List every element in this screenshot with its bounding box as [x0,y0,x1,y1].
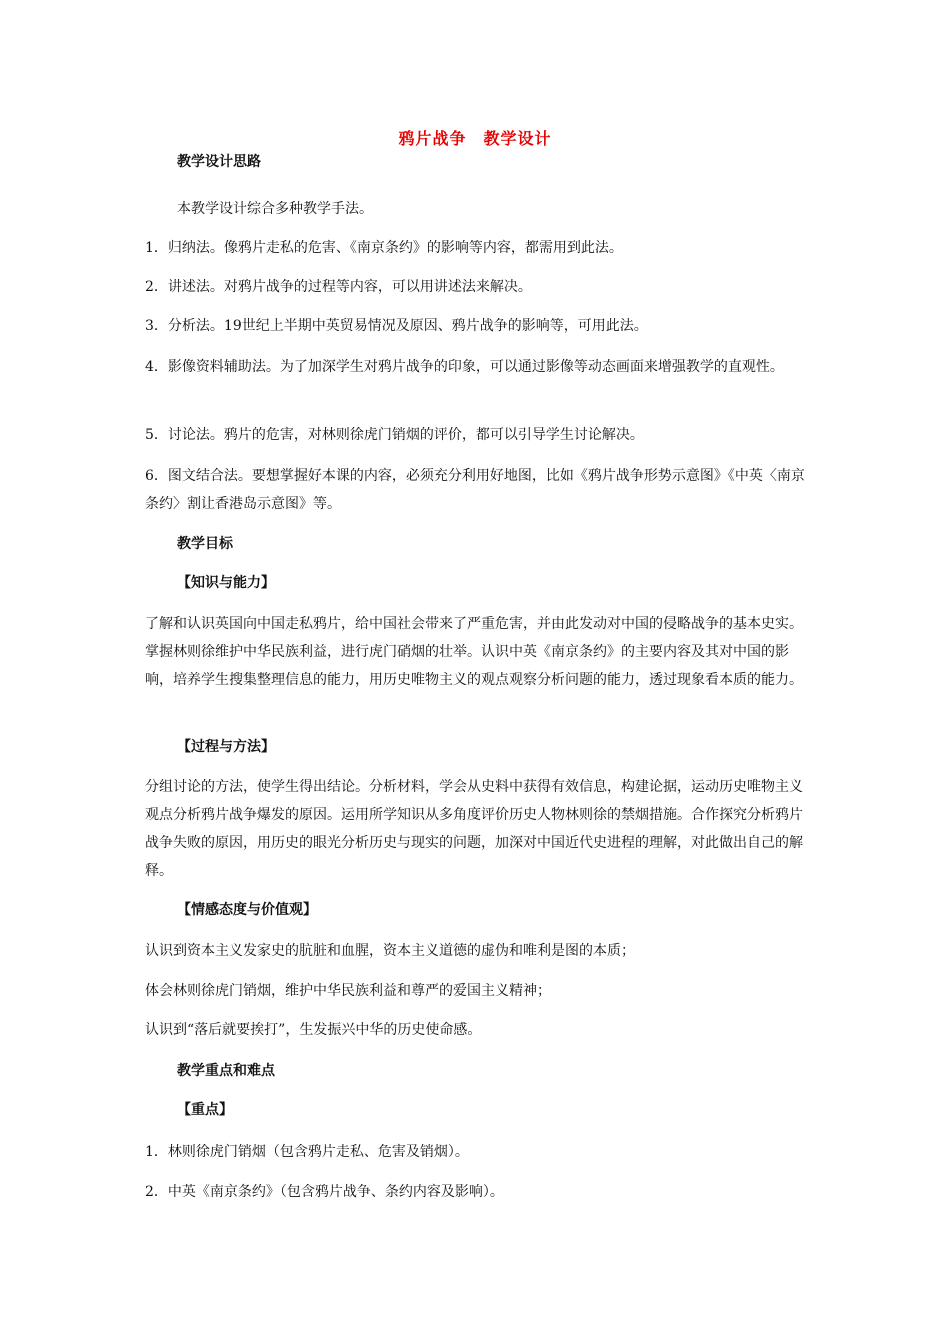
paragraph-knowledge: 了解和认识英国向中国走私鸦片，给中国社会带来了严重危害，并由此发动对中国的侵略战争的基本史实。掌握林则徐维护中华民族利益，进行虎门硝烟的壮举。认识中英《南京条约》的主要内容及其对中国的影响，培养学生搜集整理信息的能力，用历史唯物主义的观点观察分析问题的能力，透过现象看本质的能力。 [145,616,803,688]
subheading-knowledge: 【知识与能力】 [177,575,275,591]
section-heading-design-idea: 教学设计思路 [177,154,261,170]
subheading-key: 【重点】 [177,1102,233,1118]
list-item: 2．中英《南京条约》（包含鸦片战争、条约内容及影响）。 [145,1184,504,1200]
list-item: 3．分析法。19世纪上半期中英贸易情况及原因、鸦片战争的影响等，可用此法。 [145,318,648,334]
list-item: 6．图文结合法。要想掌握好本课的内容，必须充分利用好地图，比如《鸦片战争形势示意图》《中英〈南京条约〉割让香港岛示意图》等。 [145,468,805,512]
list-item: 2．讲述法。对鸦片战争的过程等内容，可以用讲述法来解决。 [145,279,532,295]
section-heading-key-points: 教学重点和难点 [177,1063,275,1079]
paragraph-emotion-1: 认识到资本主义发家史的肮脏和血腥，资本主义道德的虚伪和唯利是图的本质； [145,943,635,959]
list-item: 5．讨论法。鸦片的危害，对林则徐虎门销烟的评价，都可以引导学生讨论解决。 [145,427,644,443]
document-title: 鸦片战争 教学设计 [398,129,552,148]
list-item: 4．影像资料辅助法。为了加深学生对鸦片战争的印象，可以通过影像等动态画面来增强教学的直观性。 [145,359,784,375]
paragraph-emotion-2: 体会林则徐虎门销烟，维护中华民族利益和尊严的爱国主义精神； [145,983,551,999]
paragraph-intro: 本教学设计综合多种教学手法。 [177,201,373,217]
subheading-process: 【过程与方法】 [177,739,275,755]
paragraph-process: 分组讨论的方法，使学生得出结论。分析材料，学会从史料中获得有效信息，构建论据，运动历史唯物主义观点分析鸦片战争爆发的原因。运用所学知识从多角度评价历史人物林则徐的禁烟措施。合作探究分析鸦片战争失败的原因，用历史的眼光分析历史与现实的问题，加深对中国近代史进程的理解，对此做出自己的解释。 [145,779,803,879]
paragraph-emotion-3: 认识到“落后就要挨打”，生发振兴中华的历史使命感。 [145,1022,482,1038]
list-item: 1．林则徐虎门销烟（包含鸦片走私、危害及销烟）。 [145,1144,469,1160]
section-heading-objectives: 教学目标 [177,536,233,552]
subheading-emotion: 【情感态度与价值观】 [177,902,317,918]
list-item: 1．归纳法。像鸦片走私的危害、《南京条约》的影响等内容，都需用到此法。 [145,240,623,256]
